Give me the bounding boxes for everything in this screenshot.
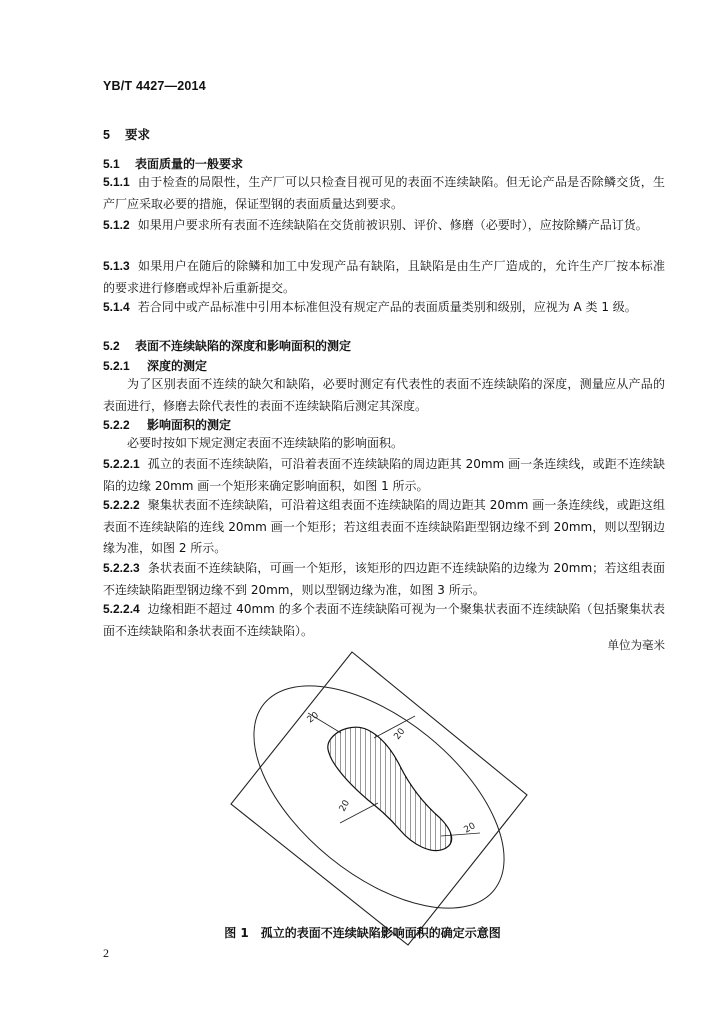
clause-number: 5.1.4 [103, 300, 130, 314]
clause-number: 5.1.2 [103, 218, 130, 232]
section-number: 5.2 [103, 339, 120, 353]
clause-5-2-2-body: 必要时按如下规定测定表面不连续缺陷的影响面积。 [127, 436, 404, 450]
figure-1-caption [0, 924, 725, 941]
section-title: 影响面积的测定 [147, 418, 232, 432]
clause-text: 条状表面不连续缺陷，可画一个矩形，该矩形的四边距不连续缺陷的边缘为 20mm；若这组表面不连续缺陷距型钢边缘不到 20mm，则以型钢边缘为准，如图 3 所示。 [103, 561, 665, 597]
figure-number: 图 1 [224, 926, 249, 940]
clause-text: 如果用户要求所有表面不连续缺陷在交货前被识别、评价、修磨（必要时），应按除鳞产品订货。 [137, 218, 648, 232]
clause-number: 5.1.3 [103, 259, 130, 273]
dimension-label: 20 [392, 726, 408, 742]
section-number: 5.1 [103, 157, 120, 171]
clause-5-2-1-body: 为了区别表面不连续的缺欠和缺陷，必要时测定有代表性的表面不连续缺陷的深度，测量应从产品的表面进行，修磨去除代表性的表面不连续缺陷后测定其深度。 [103, 377, 665, 413]
section-title: 要求 [125, 127, 151, 142]
clause-text: 聚集状表面不连续缺陷，可沿着这组表面不连续缺陷的周边距其 20mm 画一条连续线，或距这组表面不连续缺陷的连线 20mm 画一个矩形；若这组表面不连续缺陷距型钢边缘不到 20mm，则以型钢边缘为准，如图 2 所示。 [103, 498, 665, 555]
clause-text: 孤立的表面不连续缺陷，可沿着表面不连续缺陷的周边距其 20mm 画一条连续线，或距不连续缺陷的边缘 20mm 画一个矩形来确定影响面积，如图 1 所示。 [103, 457, 665, 493]
clause-number: 5.2.2.1 [103, 457, 140, 471]
section-number: 5 [103, 128, 110, 142]
clause-number: 5.1.1 [103, 175, 130, 189]
dimension-label: 20 [305, 710, 321, 726]
standard-id: YB/T 4427—2014 [103, 79, 206, 93]
clause-text: 边缘相距不超过 40mm 的多个表面不连续缺陷可视为一个聚集状表面不连续缺陷（包括聚集状表面不连续缺陷和条状表面不连续缺陷）。 [103, 602, 665, 638]
clause-number: 5.2.2.3 [103, 561, 140, 575]
section-number: 5.2.2 [103, 418, 130, 432]
dimension-label: 20 [337, 798, 353, 814]
dimension-label: 20 [462, 821, 478, 836]
clause-text: 由于检查的局限性，生产厂可以只检查目视可见的表面不连续缺陷。但无论产品是否除鳞交货，生产厂应采取必要的措施，保证型钢的表面质量达到要求。 [103, 175, 665, 211]
clause-text: 若合同中或产品标准中引用本标准但没有规定产品的表面质量类别和级别，应视为 A 类 1 级。 [137, 300, 637, 314]
page-number: 2 [103, 946, 109, 960]
defect-shape [328, 727, 452, 850]
clause-number: 5.2.2.4 [103, 602, 140, 616]
section-title: 深度的测定 [147, 359, 208, 373]
clause-text: 如果用户在随后的除鳞和加工中发现产品有缺陷，且缺陷是由生产厂造成的，允许生产厂按本标准的要求进行修磨或焊补后重新提交。 [103, 259, 665, 295]
section-title: 表面质量的一般要求 [135, 157, 244, 171]
figure-title: 孤立的表面不连续缺陷影响面积的确定示意图 [260, 926, 501, 940]
section-number: 5.2.1 [103, 359, 130, 373]
unit-note: 单位为毫米 [607, 638, 665, 652]
clause-number: 5.2.2.2 [103, 498, 140, 512]
section-title: 表面不连续缺陷的深度和影响面积的测定 [135, 339, 352, 353]
